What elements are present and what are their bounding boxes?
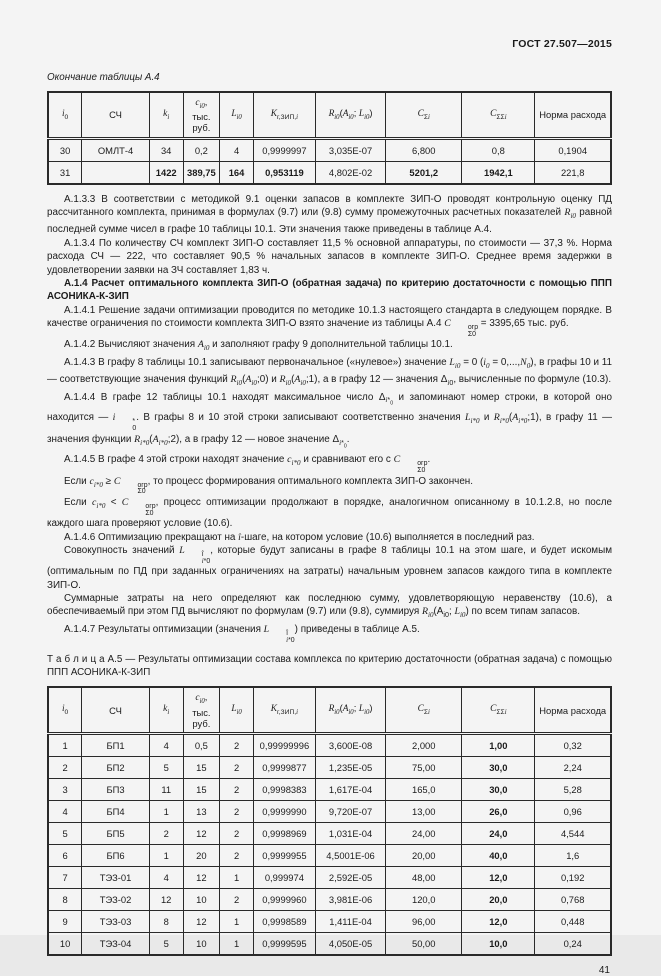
table-cell: 3,035E-07 [315,138,385,161]
table-cell: 4,544 [535,823,611,845]
table-cell: 2 [220,734,254,757]
column-header: $C_{\Sigma\Sigma i}$ [462,92,535,139]
table-cell: 4 [48,801,82,823]
table-cell: 5,28 [535,779,611,801]
table-cell: 2 [149,823,183,845]
page-number: 41 [598,965,610,976]
table-cell: 30,0 [462,757,535,779]
column-header: $C_{\Sigma i}$ [386,92,462,139]
table-cell: 2,592E-05 [315,867,385,889]
table-cell: 3,981E-06 [315,889,385,911]
table-cell: ТЭЗ-02 [82,889,150,911]
table-a5-caption: Т а б л и ц а А.5 — Результаты оптимизации состава комплекса по критерию достаточности (обратная задача) с помощью ППП АСОНИКА-К-ЗИП [47,654,612,678]
table-cell: 20,0 [462,889,535,911]
table-cell: 1 [149,845,183,867]
paragraph: А.1.3.4 По количеству СЧ комплект ЗИП-О составляет 11,5 % основной аппаратуры, по стоимости — 37,3 %. Норма расхода СЧ — 222, что составляет 90,5 % начальных запасов в комплекте ЗИП-О. Среднее время задержки в удовлетворении заявки на ЗЧ составляет 1,83 ч. [47,237,612,276]
table-header-row [48,687,611,734]
table-cell: 221,8 [535,161,611,184]
table-cell: 0,192 [535,867,611,889]
table-cell: ТЭЗ-04 [82,933,150,956]
column-header: $c_{i0}$, тыс. руб. [183,92,220,139]
table-cell: 30,0 [462,779,535,801]
table-cell: 24,0 [462,823,535,845]
column-header: Норма расхода [535,92,611,139]
table-a4 [47,91,612,185]
table-row [48,889,611,911]
table-cell: 0,1904 [535,138,611,161]
table-cell: 2 [48,757,82,779]
table-cell: 120,0 [386,889,462,911]
table-cell: 0,448 [535,911,611,933]
table-cell: 2 [220,823,254,845]
table-cell: 5 [48,823,82,845]
table-cell: БП1 [82,734,150,757]
paragraph: А.1.4.2 Вычисляют значения $A_{i0}$ и заполняют графу 9 дополнительной таблицы 10.1. [64,339,453,353]
table-cell: 0,9999997 [253,138,315,161]
table-cell: 2 [220,757,254,779]
table-cell: 1 [48,734,82,757]
table-cell: 1,617E-04 [315,779,385,801]
column-header: СЧ [82,92,150,139]
table-cell: 12 [183,911,220,933]
table-cell: 1,00 [462,734,535,757]
table-cell: 11 [149,779,183,801]
table-row [48,779,611,801]
table-header-row [48,92,611,139]
table-row [48,757,611,779]
table-cell: 1 [220,933,254,956]
column-header: $K_{г,ЗИП,i}$ [253,687,315,734]
table-cell: 13,00 [386,801,462,823]
table-cell: 20,00 [386,845,462,867]
table-cell: 0,32 [535,734,611,757]
paragraph: Совокупность значений L î i*0 , которые будут записаны в графе 8 таблицы 10.1 на этом шаге, и будет искомым (оптимальным по ПД при заданных ограничениях на затраты) начальным уровнем запасов каждого типа в комплекте ЗИП-О. [47,544,612,591]
table-cell: 10,0 [462,933,535,956]
table-cell: 1942,1 [462,161,535,184]
column-header: Норма расхода [535,687,611,734]
table-cell: 0,96 [535,801,611,823]
table-row [48,845,611,867]
table-cell: 8 [48,889,82,911]
table-cell: 26,0 [462,801,535,823]
table-a4-caption: Окончание таблицы А.4 [47,72,160,83]
table-cell: 1,235E-05 [315,757,385,779]
table-cell: 34 [149,138,183,161]
table-cell: БП4 [82,801,150,823]
table-cell: 6 [48,845,82,867]
table-cell: 4 [220,138,254,161]
paragraph: Если $c_{i*0} < C$ огр Σ0 , процесс оптимизации продолжают в порядке, аналогичном описанному в 10.1.2.8, но после каждого шага проверяют условие (10.6). [47,496,612,530]
table-cell: 12,0 [462,911,535,933]
paragraph: Суммарные затраты на него определяют как последнюю сумму, удовлетворяющую неравенству (10.6), а обеспечиваемый при этом ПД вычисляют по формулам (9.7) или (9.8), суммируя $R_{i0}(A_{i0}$; $L_{i0}$) по всем типам запасов. [47,593,612,620]
table-cell: 75,00 [386,757,462,779]
table-cell: 0,999974 [253,867,315,889]
table-cell: 0,5 [183,734,220,757]
table-cell: 164 [220,161,254,184]
table-cell: 96,00 [386,911,462,933]
body-text [47,193,612,645]
table-row [48,933,611,956]
table-cell [82,161,150,184]
table-cell: 0,9999955 [253,845,315,867]
table-row [48,161,611,184]
table-cell: 0,8 [462,138,535,161]
table-cell: 4,802E-02 [315,161,385,184]
table-row [48,734,611,757]
table-cell: 0,768 [535,889,611,911]
table-cell: ТЭЗ-01 [82,867,150,889]
table-cell: 10 [183,889,220,911]
table-cell: 12 [183,867,220,889]
table-cell: 50,00 [386,933,462,956]
table-row [48,138,611,161]
column-header: $k_i$ [149,92,183,139]
table-cell: 1 [220,911,254,933]
paragraph: А.1.3.3 В соответствии с методикой 9.1 оценки запасов в комплекте ЗИП-О проводят контрольную оценку ПД рассчитанного комплекта, принимая в формулах (9.7) или (9.8) сумму промежуточных расчетных показателей $R_{i0}$ равной последней сумме чисел в графе 10 таблицы 10.1. Эти значения также приведены в таблице А.4. [47,193,612,236]
column-header: $R_{i0}(A_{i0}$; $L_{i0}$) [315,92,385,139]
table-cell: 0,953119 [253,161,315,184]
table-cell: БП5 [82,823,150,845]
column-header: $c_{i0}$, тыс. руб. [183,687,220,734]
table-row [48,911,611,933]
table-cell: 0,9999877 [253,757,315,779]
table-cell: 9,720E-07 [315,801,385,823]
column-header: $C_{\Sigma\Sigma i}$ [462,687,535,734]
table-cell: 5 [149,757,183,779]
paragraph: А.1.4.4 В графе 12 таблицы 10.1 находят максимальное число $\Delta_{i*_0}$ и запоминают номер строки, в которой оно находится — i * 0 . В графы 8 и 10 этой строки записывают соответственно значения $L_{i*0}$ и $R_{i*0}(A_{i*0};1)$, в графу 11 — значения функции $R_{i*0}(A_{i*0};2)$, а в графу 12 — новое значение $\Delta_{i*_0}$. [47,391,612,449]
table-cell: 2,24 [535,757,611,779]
table-cell: 7 [48,867,82,889]
table-cell: 2,000 [386,734,462,757]
table-cell: 389,75 [183,161,220,184]
table-cell: 0,24 [535,933,611,956]
table-cell: БП3 [82,779,150,801]
column-header: СЧ [82,687,150,734]
table-cell: 0,9998383 [253,779,315,801]
table-cell: ОМЛТ-4 [82,138,150,161]
table-cell: 2 [220,845,254,867]
table-cell: 1,031E-04 [315,823,385,845]
table-cell: 0,9998589 [253,911,315,933]
column-header: $k_i$ [149,687,183,734]
table-row [48,867,611,889]
section-heading: А.1.4 Расчет оптимального комплекта ЗИП-О (обратная задача) по критерию достаточности с помощью ППП АСОНИКА-К-ЗИП [47,277,612,303]
column-header: $L_{i0}$ [220,687,254,734]
paragraph: А.1.4.3 В графу 8 таблицы 10.1 записывают первоначальное («нулевое») значение $L_{i0} = 0$ $(i_0 = 0,...,N_0)$, в графы 10 и 11 — соответствующие значения функций $R_{i0}(A_{i0};0)$ и $R_{i0}(A_{i0};1)$, а в графу 12 — значения $\Delta_{i0}$, вычисленные по формуле (10.3). [47,356,612,388]
table-cell: 0,2 [183,138,220,161]
column-header: $K_{г,ЗИП,i}$ [253,92,315,139]
paragraph: А.1.4.1 Решение задачи оптимизации проводится по методике 10.1.3 настоящего стандарта в следующем порядке. В качестве ограничения по стоимости комплекта ЗИП-О взято значение из таблицы А.4 C огр Σ0 = 3395,65 тыс. руб. [47,304,612,338]
table-cell: 13 [183,801,220,823]
table-cell: 0,9999595 [253,933,315,956]
table-row [48,801,611,823]
table-cell: 1,6 [535,845,611,867]
table-cell: 10 [48,933,82,956]
paragraph: А.1.4.7 Результаты оптимизации (значения L î i*0 ) приведены в таблице А.5. [64,623,420,644]
table-cell: 31 [48,161,82,184]
table-cell: 165,0 [386,779,462,801]
table-row [48,823,611,845]
table-cell: 0,99999996 [253,734,315,757]
table-cell: 1 [220,867,254,889]
document-header: ГОСТ 27.507—2015 [512,38,612,50]
table-cell: 6,800 [386,138,462,161]
table-cell: 12 [149,889,183,911]
table-cell: 4,050E-05 [315,933,385,956]
table-cell: 15 [183,757,220,779]
table-cell: 0,9999960 [253,889,315,911]
table-cell: 40,0 [462,845,535,867]
table-cell: БП2 [82,757,150,779]
table-cell: 1422 [149,161,183,184]
table-cell: 2 [220,889,254,911]
table-cell: 5201,2 [386,161,462,184]
table-cell: ТЭЗ-03 [82,911,150,933]
table-cell: 2 [220,801,254,823]
column-header: $i_0$ [48,92,82,139]
table-cell: 30 [48,138,82,161]
table-cell: 1 [149,801,183,823]
table-cell: 10 [183,933,220,956]
table-cell: 20 [183,845,220,867]
table-cell: БП6 [82,845,150,867]
table-cell: 0,9999990 [253,801,315,823]
table-a5 [47,686,612,956]
table-cell: 0,9998969 [253,823,315,845]
column-header: $L_{i0}$ [220,92,254,139]
paragraph: Если $c_{i*0} \ge C$ огр Σ0 , то процесс формирования оптимального комплекта ЗИП-О закончен. [64,475,474,496]
column-header: $i_0$ [48,687,82,734]
table-cell: 5 [149,933,183,956]
table-cell: 1,411E-04 [315,911,385,933]
table-cell: 3,600E-08 [315,734,385,757]
table-cell: 3 [48,779,82,801]
paragraph: А.1.4.6 Оптимизацию прекращают на î-шаге, на котором условие (10.6) выполняется в последний раз. [64,531,535,543]
table-cell: 24,00 [386,823,462,845]
table-cell: 8 [149,911,183,933]
table-cell: 15 [183,779,220,801]
table-cell: 4,5001E-06 [315,845,385,867]
table-cell: 12 [183,823,220,845]
table-cell: 12,0 [462,867,535,889]
column-header: $C_{\Sigma i}$ [386,687,462,734]
table-cell: 4 [149,867,183,889]
paragraph: А.1.4.5 В графе 4 этой строки находят значение $c_{i*0}$ и сравнивают его с C огр Σ0 . [64,454,431,475]
table-cell: 48,00 [386,867,462,889]
table-cell: 9 [48,911,82,933]
table-cell: 2 [220,779,254,801]
table-cell: 4 [149,734,183,757]
column-header: $R_{i0}(A_{i0}$; $L_{i0}$) [315,687,385,734]
